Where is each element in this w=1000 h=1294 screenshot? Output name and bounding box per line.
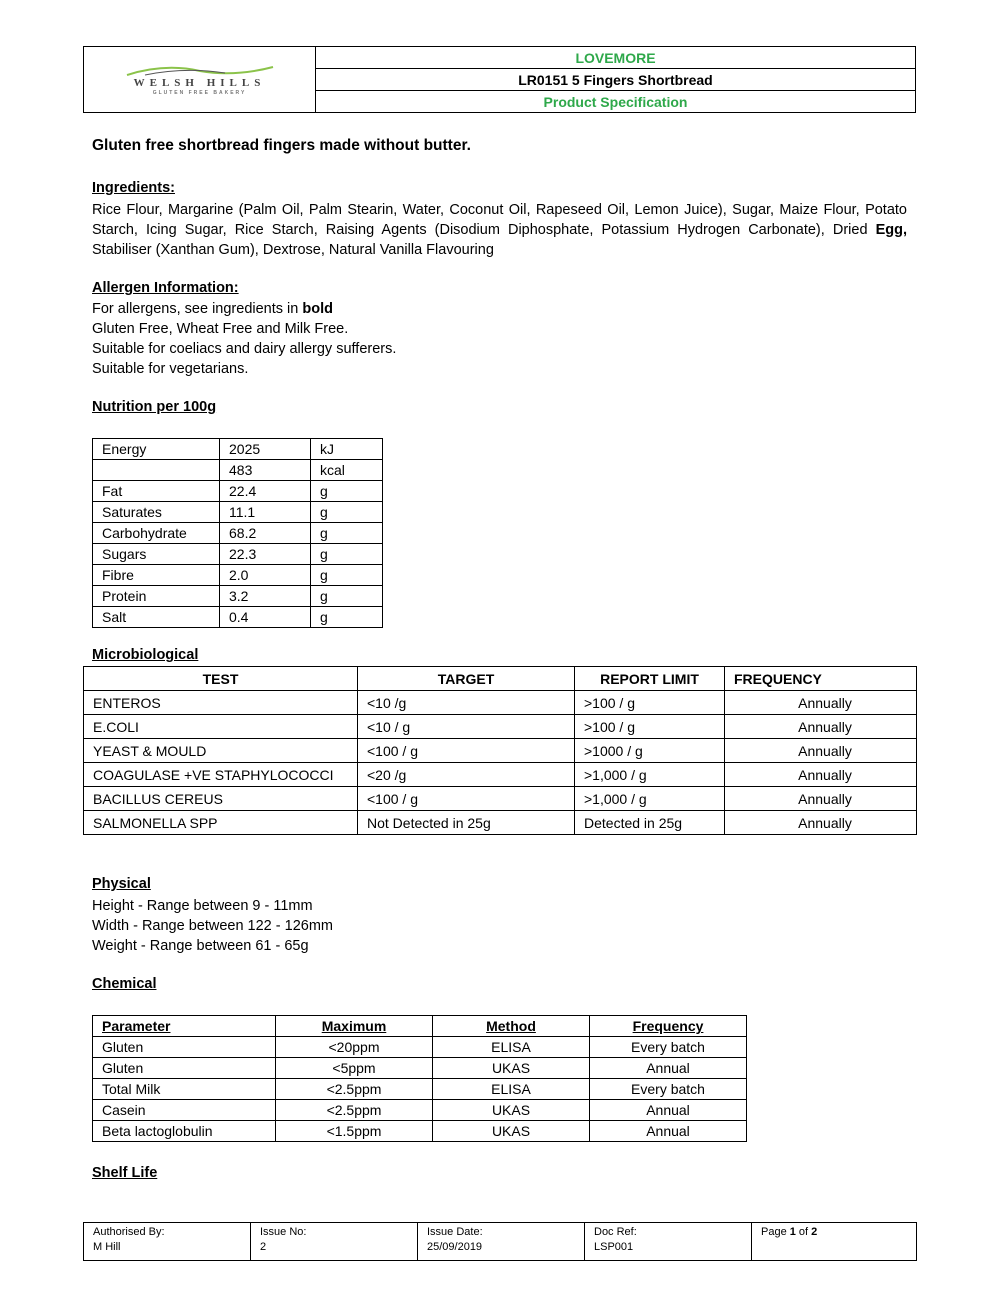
chem-frequency: Every batch (590, 1079, 747, 1100)
allergen-heading: Allergen Information: (92, 280, 239, 296)
chem-parameter: Total Milk (93, 1079, 276, 1100)
micro-test: YEAST & MOULD (84, 739, 358, 763)
micro-row (84, 715, 917, 739)
nutrition-nutrient: Fat (93, 481, 220, 502)
chem-col-frequency: Frequency (590, 1016, 747, 1037)
allergen-line-1-text: For allergens, see ingredients in (92, 301, 303, 317)
nutrition-amount: 68.2 (220, 523, 311, 544)
micro-frequency: Annually (725, 787, 917, 811)
micro-frequency: Annually (725, 715, 917, 739)
nutrition-amount: 3.2 (220, 586, 311, 607)
chem-parameter: Gluten (93, 1058, 276, 1079)
micro-frequency: Annually (725, 739, 917, 763)
footer-page-current: 1 (789, 1226, 796, 1238)
micro-report-limit: Detected in 25g (575, 811, 725, 835)
micro-test: SALMONELLA SPP (84, 811, 358, 835)
nutrition-unit: g (311, 523, 383, 544)
micro-heading: Microbiological (92, 647, 199, 663)
footer-authorised-value: M Hill (93, 1241, 121, 1253)
micro-test: COAGULASE +VE STAPHYLOCOCCI (84, 763, 358, 787)
footer-authorised-label: Authorised By: (93, 1226, 165, 1238)
hills-logo-icon (125, 63, 275, 77)
document-header (83, 46, 916, 113)
chem-method: UKAS (433, 1100, 590, 1121)
footer-issue-date-label: Issue Date: (427, 1226, 483, 1238)
nutrition-amount: 483 (220, 460, 311, 481)
micro-frequency: Annually (725, 691, 917, 715)
nutrition-table (92, 438, 383, 628)
nutrition-nutrient: Salt (93, 607, 220, 628)
footer-page-mid: of (795, 1226, 812, 1238)
logo-cell (84, 47, 316, 113)
chem-method: UKAS (433, 1121, 590, 1142)
chem-frequency: Annual (590, 1121, 747, 1142)
micro-report-limit: >100 / g (575, 691, 725, 715)
chem-method: UKAS (433, 1058, 590, 1079)
nutrition-amount: 2.0 (220, 565, 311, 586)
micro-target: <20 /g (358, 763, 575, 787)
ingredients-bold: Egg, (875, 222, 907, 238)
nutrition-nutrient: Sugars (93, 544, 220, 565)
chem-maximum: <20ppm (276, 1037, 433, 1058)
nutrition-row (93, 565, 383, 586)
footer-issue-no-label: Issue No: (260, 1226, 307, 1238)
chem-maximum: <5ppm (276, 1058, 433, 1079)
micro-report-limit: >1,000 / g (575, 787, 725, 811)
nutrition-unit: g (311, 565, 383, 586)
company-logo (84, 63, 315, 96)
nutrition-unit: g (311, 607, 383, 628)
ingredients-heading: Ingredients: (92, 180, 175, 196)
micro-report-limit: >100 / g (575, 715, 725, 739)
nutrition-unit: g (311, 544, 383, 565)
logo-subtext: GLUTEN FREE BAKERY (152, 90, 247, 96)
nutrition-row (93, 586, 383, 607)
chem-frequency: Every batch (590, 1037, 747, 1058)
chem-parameter: Casein (93, 1100, 276, 1121)
footer-issue-no (251, 1223, 418, 1261)
physical-line-1: Height - Range between 9 - 11mm (92, 898, 313, 914)
product-name: LR0151 5 Fingers Shortbread (316, 69, 916, 91)
allergen-line-3: Suitable for coeliacs and dairy allergy sufferers. (92, 341, 397, 357)
micro-col-target: TARGET (358, 667, 575, 691)
nutrition-row (93, 481, 383, 502)
chemical-row (93, 1079, 747, 1100)
nutrition-amount: 0.4 (220, 607, 311, 628)
physical-line-3: Weight - Range between 61 - 65g (92, 938, 309, 954)
micro-col-test: TEST (84, 667, 358, 691)
micro-row (84, 691, 917, 715)
chemical-row (93, 1058, 747, 1079)
footer-issue-date-value: 25/09/2019 (427, 1241, 483, 1253)
micro-test: BACILLUS CEREUS (84, 787, 358, 811)
nutrition-row (93, 439, 383, 460)
micro-row (84, 763, 917, 787)
footer-page-prefix: Page (761, 1226, 790, 1238)
footer-doc-ref (585, 1223, 752, 1261)
physical-heading: Physical (92, 876, 151, 892)
nutrition-unit: g (311, 481, 383, 502)
micro-frequency: Annually (725, 811, 917, 835)
nutrition-amount: 22.4 (220, 481, 311, 502)
chem-col-method: Method (433, 1016, 590, 1037)
chem-maximum: <2.5ppm (276, 1100, 433, 1121)
micro-target: <100 / g (358, 739, 575, 763)
nutrition-nutrient: Carbohydrate (93, 523, 220, 544)
allergen-line-2: Gluten Free, Wheat Free and Milk Free. (92, 321, 349, 337)
micro-table (83, 666, 917, 835)
nutrition-nutrient (93, 460, 220, 481)
allergen-line-4: Suitable for vegetarians. (92, 361, 249, 377)
nutrition-row (93, 544, 383, 565)
allergen-line-1 (92, 299, 333, 319)
chem-frequency: Annual (590, 1058, 747, 1079)
chem-maximum: <1.5ppm (276, 1121, 433, 1142)
chem-frequency: Annual (590, 1100, 747, 1121)
nutrition-nutrient: Fibre (93, 565, 220, 586)
intro-text: Gluten free shortbread fingers made without butter. (92, 137, 471, 154)
nutrition-unit: g (311, 502, 383, 523)
chem-col-maximum: Maximum (276, 1016, 433, 1037)
ingredients-part-1: Rice Flour, Margarine (Palm Oil, Palm Stearin, Water, Coconut Oil, Rapeseed Oil, Lemon Juice), Sugar, Maize Flour, Potato Starch, Icing Sugar, Rice Starch, Raising Agents (Disodium Diphosphate, Potassium Hydrogen Carbonate), Dried (92, 202, 907, 238)
nutrition-row (93, 607, 383, 628)
micro-test: ENTEROS (84, 691, 358, 715)
footer-authorised (84, 1223, 251, 1261)
nutrition-amount: 22.3 (220, 544, 311, 565)
chemical-table (92, 1015, 747, 1142)
micro-target: <10 /g (358, 691, 575, 715)
nutrition-unit: kcal (311, 460, 383, 481)
micro-frequency: Annually (725, 763, 917, 787)
nutrition-nutrient: Energy (93, 439, 220, 460)
chem-parameter: Gluten (93, 1037, 276, 1058)
nutrition-amount: 2025 (220, 439, 311, 460)
micro-row (84, 787, 917, 811)
chem-parameter: Beta lactoglobulin (93, 1121, 276, 1142)
chemical-row (93, 1100, 747, 1121)
nutrition-row (93, 460, 383, 481)
chemical-row (93, 1037, 747, 1058)
micro-target: Not Detected in 25g (358, 811, 575, 835)
brand-name: LOVEMORE (316, 47, 916, 69)
micro-report-limit: >1000 / g (575, 739, 725, 763)
ingredients-part-2: Stabiliser (Xanthan Gum), Dextrose, Natural Vanilla Flavouring (92, 242, 494, 258)
micro-row (84, 739, 917, 763)
micro-report-limit: >1,000 / g (575, 763, 725, 787)
chemical-heading: Chemical (92, 976, 157, 992)
micro-target: <10 / g (358, 715, 575, 739)
footer-issue-date (418, 1223, 585, 1261)
micro-col-frequency: FREQUENCY (725, 667, 917, 691)
nutrition-nutrient: Saturates (93, 502, 220, 523)
chem-method: ELISA (433, 1037, 590, 1058)
micro-col-report-limit: REPORT LIMIT (575, 667, 725, 691)
footer-issue-no-value: 2 (260, 1241, 267, 1253)
shelf-life-heading: Shelf Life (92, 1165, 158, 1181)
chemical-row (93, 1121, 747, 1142)
nutrition-heading: Nutrition per 100g (92, 399, 217, 415)
footer-doc-ref-value: LSP001 (594, 1241, 634, 1253)
nutrition-unit: g (311, 586, 383, 607)
chem-method: ELISA (433, 1079, 590, 1100)
micro-row (84, 811, 917, 835)
footer-page-number (752, 1223, 917, 1261)
nutrition-nutrient: Protein (93, 586, 220, 607)
nutrition-row (93, 502, 383, 523)
ingredients-text (92, 200, 907, 260)
physical-line-2: Width - Range between 122 - 126mm (92, 918, 333, 934)
chem-col-parameter: Parameter (93, 1016, 276, 1037)
nutrition-amount: 11.1 (220, 502, 311, 523)
doc-type: Product Specification (316, 91, 916, 113)
footer-doc-ref-label: Doc Ref: (594, 1226, 637, 1238)
nutrition-unit: kJ (311, 439, 383, 460)
allergen-bold-word: bold (302, 301, 333, 317)
chem-maximum: <2.5ppm (276, 1079, 433, 1100)
nutrition-row (93, 523, 383, 544)
micro-test: E.COLI (84, 715, 358, 739)
logo-text: WELSH HILLS (133, 77, 266, 89)
micro-target: <100 / g (358, 787, 575, 811)
footer-page-total: 2 (811, 1226, 818, 1238)
document-footer (83, 1222, 917, 1261)
